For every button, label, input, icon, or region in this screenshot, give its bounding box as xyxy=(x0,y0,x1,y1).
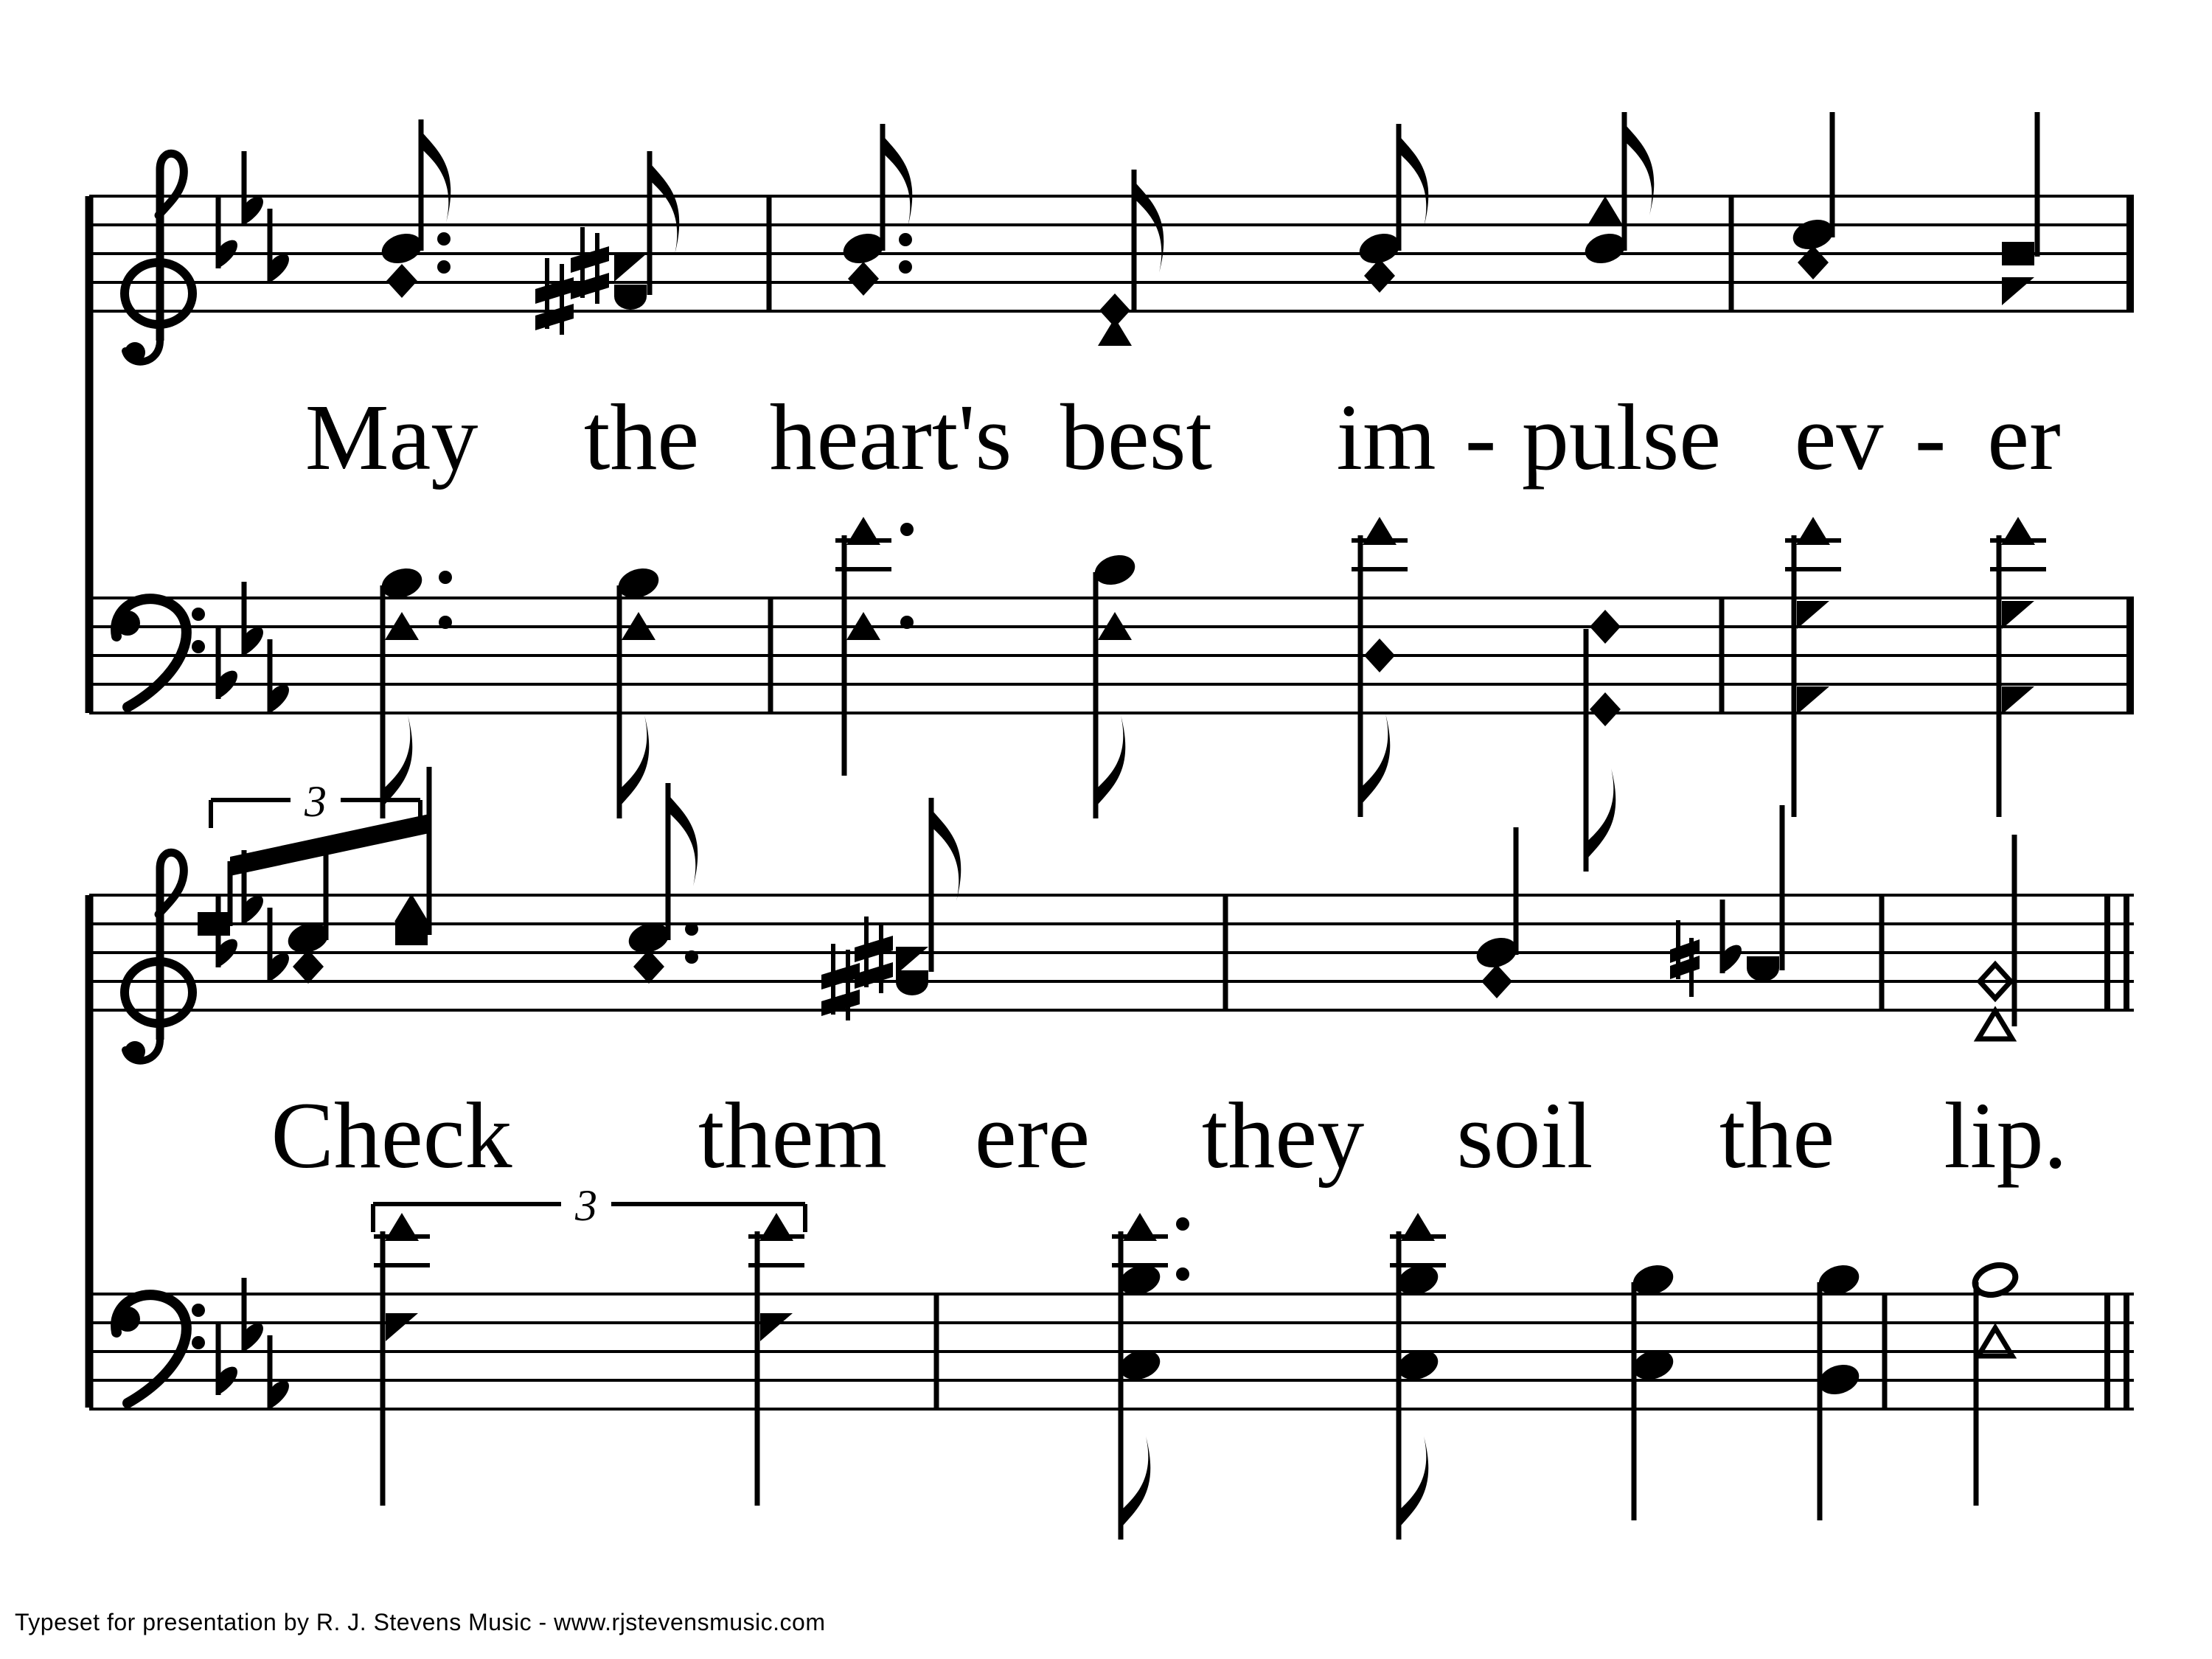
augmentation-dot xyxy=(437,260,451,274)
notehead xyxy=(2002,601,2034,629)
lyric-syllable: ev xyxy=(1794,385,1884,490)
bass-clef-icon xyxy=(192,1336,205,1349)
tuplet-number: 3 xyxy=(305,777,327,826)
lyric-syllable: pulse xyxy=(1521,385,1722,490)
notehead xyxy=(1590,610,1621,644)
notehead xyxy=(1364,259,1395,293)
flat-icon xyxy=(244,197,263,225)
bass-clef-icon xyxy=(192,608,205,621)
augmentation-dot xyxy=(439,616,452,629)
lyric-syllable: im xyxy=(1336,385,1436,490)
notehead xyxy=(1363,517,1397,545)
flat-icon xyxy=(244,896,263,924)
lyric-syllable: them xyxy=(698,1083,887,1188)
flat-icon xyxy=(270,685,289,713)
sharp-icon xyxy=(535,304,574,330)
notehead xyxy=(394,894,428,922)
notehead xyxy=(2002,686,2034,714)
notehead xyxy=(385,1213,419,1241)
augmentation-dot xyxy=(439,571,452,584)
notehead xyxy=(198,912,230,936)
notehead xyxy=(759,1213,793,1241)
notehead xyxy=(1401,1213,1435,1241)
augmentation-dot xyxy=(685,950,698,964)
notehead xyxy=(1123,1213,1157,1241)
notehead xyxy=(386,1313,418,1341)
flat-icon xyxy=(244,627,263,655)
sharp-icon xyxy=(821,963,860,990)
augmentation-dot xyxy=(1176,1267,1189,1281)
lyric-hyphen: - xyxy=(1464,385,1497,490)
augmentation-dot xyxy=(900,523,914,536)
notehead xyxy=(1798,246,1829,279)
lyric-hyphen: - xyxy=(1914,385,1947,490)
notehead xyxy=(896,970,928,995)
notehead xyxy=(846,517,880,545)
augmentation-dot xyxy=(900,616,914,629)
notehead xyxy=(395,922,428,945)
notehead xyxy=(1978,1011,2012,1039)
lyric-syllable: the xyxy=(1719,1083,1835,1188)
lyric-syllable: er xyxy=(1987,385,2061,490)
notehead xyxy=(614,285,647,310)
notehead xyxy=(2002,277,2034,305)
lyric-syllable: they xyxy=(1201,1083,1365,1188)
lyric-syllable: heart's xyxy=(769,385,1012,490)
notehead xyxy=(633,950,664,984)
flat-icon xyxy=(270,953,289,981)
flat-icon xyxy=(1722,945,1742,973)
notehead xyxy=(1797,686,1829,714)
notehead xyxy=(760,1313,793,1341)
notehead xyxy=(1747,956,1779,981)
treble-clef-icon xyxy=(125,1041,145,1062)
treble-clef-icon xyxy=(125,342,145,363)
notehead xyxy=(2001,517,2035,545)
notehead xyxy=(293,950,324,984)
bass-clef-icon xyxy=(192,1304,205,1317)
flat-icon xyxy=(270,1381,289,1409)
notehead xyxy=(848,262,879,296)
augmentation-dot xyxy=(437,232,451,246)
notehead xyxy=(1797,601,1829,629)
notehead xyxy=(386,264,417,298)
augmentation-dot xyxy=(899,260,912,274)
flat-icon xyxy=(270,254,289,282)
footer-credit: Typeset for presentation by R. J. Stevens Music - www.rjstevensmusic.com xyxy=(15,1609,826,1635)
lyric-syllable: Check xyxy=(271,1083,512,1188)
notehead xyxy=(1588,196,1622,224)
lyric-syllable: the xyxy=(583,385,700,490)
note-beam xyxy=(230,814,429,876)
sharp-icon xyxy=(821,990,860,1016)
augmentation-dot xyxy=(1176,1217,1189,1231)
augmentation-dot xyxy=(685,922,698,936)
notehead xyxy=(1364,639,1395,672)
flat-icon xyxy=(244,1324,263,1352)
lyric-syllable: best xyxy=(1060,385,1213,490)
sharp-icon xyxy=(571,273,609,299)
sharp-icon xyxy=(855,936,893,962)
notehead xyxy=(614,254,647,282)
notehead xyxy=(1481,964,1512,998)
lyric-syllable: ere xyxy=(974,1083,1091,1188)
lyric-syllable: lip. xyxy=(1944,1083,2067,1188)
notehead xyxy=(1590,692,1621,726)
notehead xyxy=(1796,517,1830,545)
notehead xyxy=(2002,242,2034,265)
augmentation-dot xyxy=(899,233,912,246)
sharp-icon xyxy=(855,962,893,989)
sharp-icon xyxy=(571,246,609,273)
lyric-syllable: soil xyxy=(1456,1083,1593,1188)
lyric-syllable: May xyxy=(305,385,479,490)
notehead xyxy=(1098,318,1132,346)
bass-clef-icon xyxy=(192,640,205,653)
tuplet-number: 3 xyxy=(575,1181,597,1230)
